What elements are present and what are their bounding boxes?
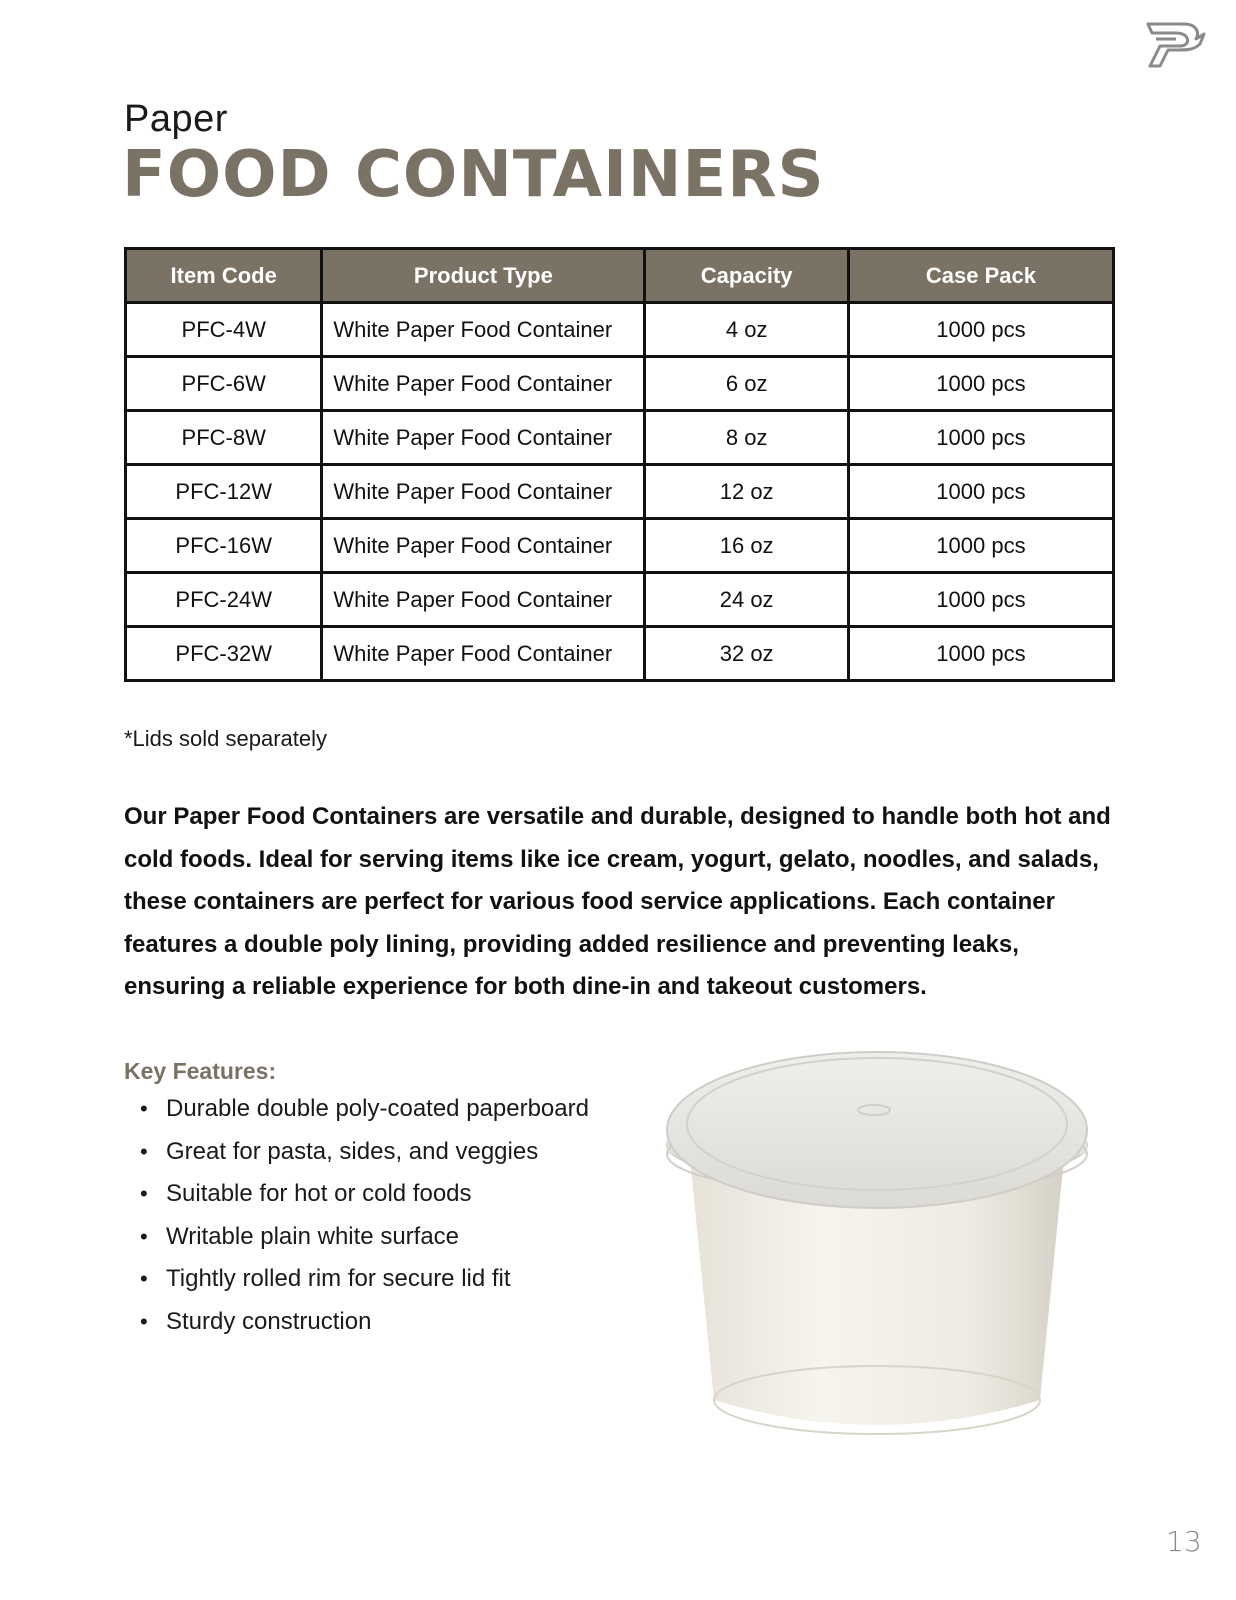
list-item — [124, 1131, 664, 1174]
table-row — [126, 465, 1114, 519]
table-row — [126, 627, 1114, 681]
lids-note: *Lids sold separately — [124, 726, 328, 751]
case-pack-cell: 1000 pcs — [848, 411, 1113, 465]
item-code-cell: PFC-12W — [126, 465, 322, 519]
bullet-icon: • — [140, 1181, 148, 1206]
table-row — [126, 357, 1114, 411]
bullet-icon: • — [140, 1096, 148, 1121]
item-code-cell: PFC-24W — [126, 573, 322, 627]
product-type-cell: White Paper Food Container — [322, 519, 645, 573]
item-code-cell: PFC-4W — [126, 303, 322, 357]
case-pack-cell: 1000 pcs — [848, 357, 1113, 411]
brand-logo-icon — [1146, 20, 1208, 70]
capacity-cell: 32 oz — [645, 627, 849, 681]
capacity-cell: 12 oz — [645, 465, 849, 519]
capacity-cell: 4 oz — [645, 303, 849, 357]
bullet-icon: • — [140, 1266, 148, 1291]
item-code-cell: PFC-16W — [126, 519, 322, 573]
product-type-cell: White Paper Food Container — [322, 411, 645, 465]
feature-text: Writable plain white surface — [166, 1222, 460, 1250]
list-item — [124, 1258, 664, 1301]
item-code-cell: PFC-6W — [126, 357, 322, 411]
product-type-cell: White Paper Food Container — [322, 303, 645, 357]
capacity-cell: 24 oz — [645, 573, 849, 627]
product-spec-table — [124, 247, 1115, 682]
bullet-icon: • — [140, 1308, 148, 1334]
list-item — [124, 1173, 664, 1216]
table-row — [126, 411, 1114, 465]
feature-text: Tightly rolled rim for secure lid fit — [166, 1265, 511, 1292]
case-pack-cell: 1000 pcs — [848, 519, 1113, 573]
product-type-cell: White Paper Food Container — [322, 465, 645, 519]
feature-text: Durable double poly-coated paperboard — [166, 1095, 589, 1122]
column-header-case-pack: Case Pack — [848, 249, 1113, 303]
case-pack-cell: 1000 pcs — [848, 303, 1113, 357]
product-type-cell: White Paper Food Container — [322, 573, 645, 627]
feature-text: Suitable for hot or cold foods — [166, 1180, 472, 1207]
table-header-row — [126, 249, 1114, 303]
bullet-icon: • — [140, 1223, 148, 1249]
case-pack-cell: 1000 pcs — [848, 465, 1113, 519]
capacity-cell: 6 oz — [645, 357, 849, 411]
feature-text: Sturdy construction — [166, 1307, 372, 1335]
product-description: Our Paper Food Containers are versatile and durable, designed to handle both hot and cold foods. Ideal for serving items like ice cream, yogurt, gelato, noodles, and salads, these containers are perfect for various food service applications. Each container features a double poly lining, providing added resilience and preventing leaks, ensuring a reliable experience for both dine-in and takeout customers. — [124, 803, 1111, 1000]
column-header-item-code: Item Code — [126, 249, 322, 303]
page-subtitle: Paper — [124, 98, 228, 140]
column-header-capacity: Capacity — [645, 249, 849, 303]
page-number: 13 — [1166, 1525, 1202, 1558]
product-type-cell: White Paper Food Container — [322, 627, 645, 681]
list-item — [124, 1216, 664, 1259]
table-row — [126, 519, 1114, 573]
product-image — [662, 1050, 1092, 1450]
key-features-heading: Key Features: — [124, 1058, 277, 1084]
capacity-cell: 8 oz — [645, 411, 849, 465]
table-row — [126, 303, 1114, 357]
capacity-cell: 16 oz — [645, 519, 849, 573]
key-features-list — [124, 1088, 664, 1343]
item-code-cell: PFC-32W — [126, 627, 322, 681]
column-header-product-type: Product Type — [322, 249, 645, 303]
page-title: FOOD CONTAINERS — [122, 138, 825, 212]
bullet-icon: • — [140, 1138, 148, 1164]
table-row — [126, 573, 1114, 627]
case-pack-cell: 1000 pcs — [848, 627, 1113, 681]
feature-text: Great for pasta, sides, and veggies — [166, 1137, 539, 1165]
item-code-cell: PFC-8W — [126, 411, 322, 465]
product-type-cell: White Paper Food Container — [322, 357, 645, 411]
list-item — [124, 1088, 664, 1131]
case-pack-cell: 1000 pcs — [848, 573, 1113, 627]
list-item — [124, 1301, 664, 1344]
